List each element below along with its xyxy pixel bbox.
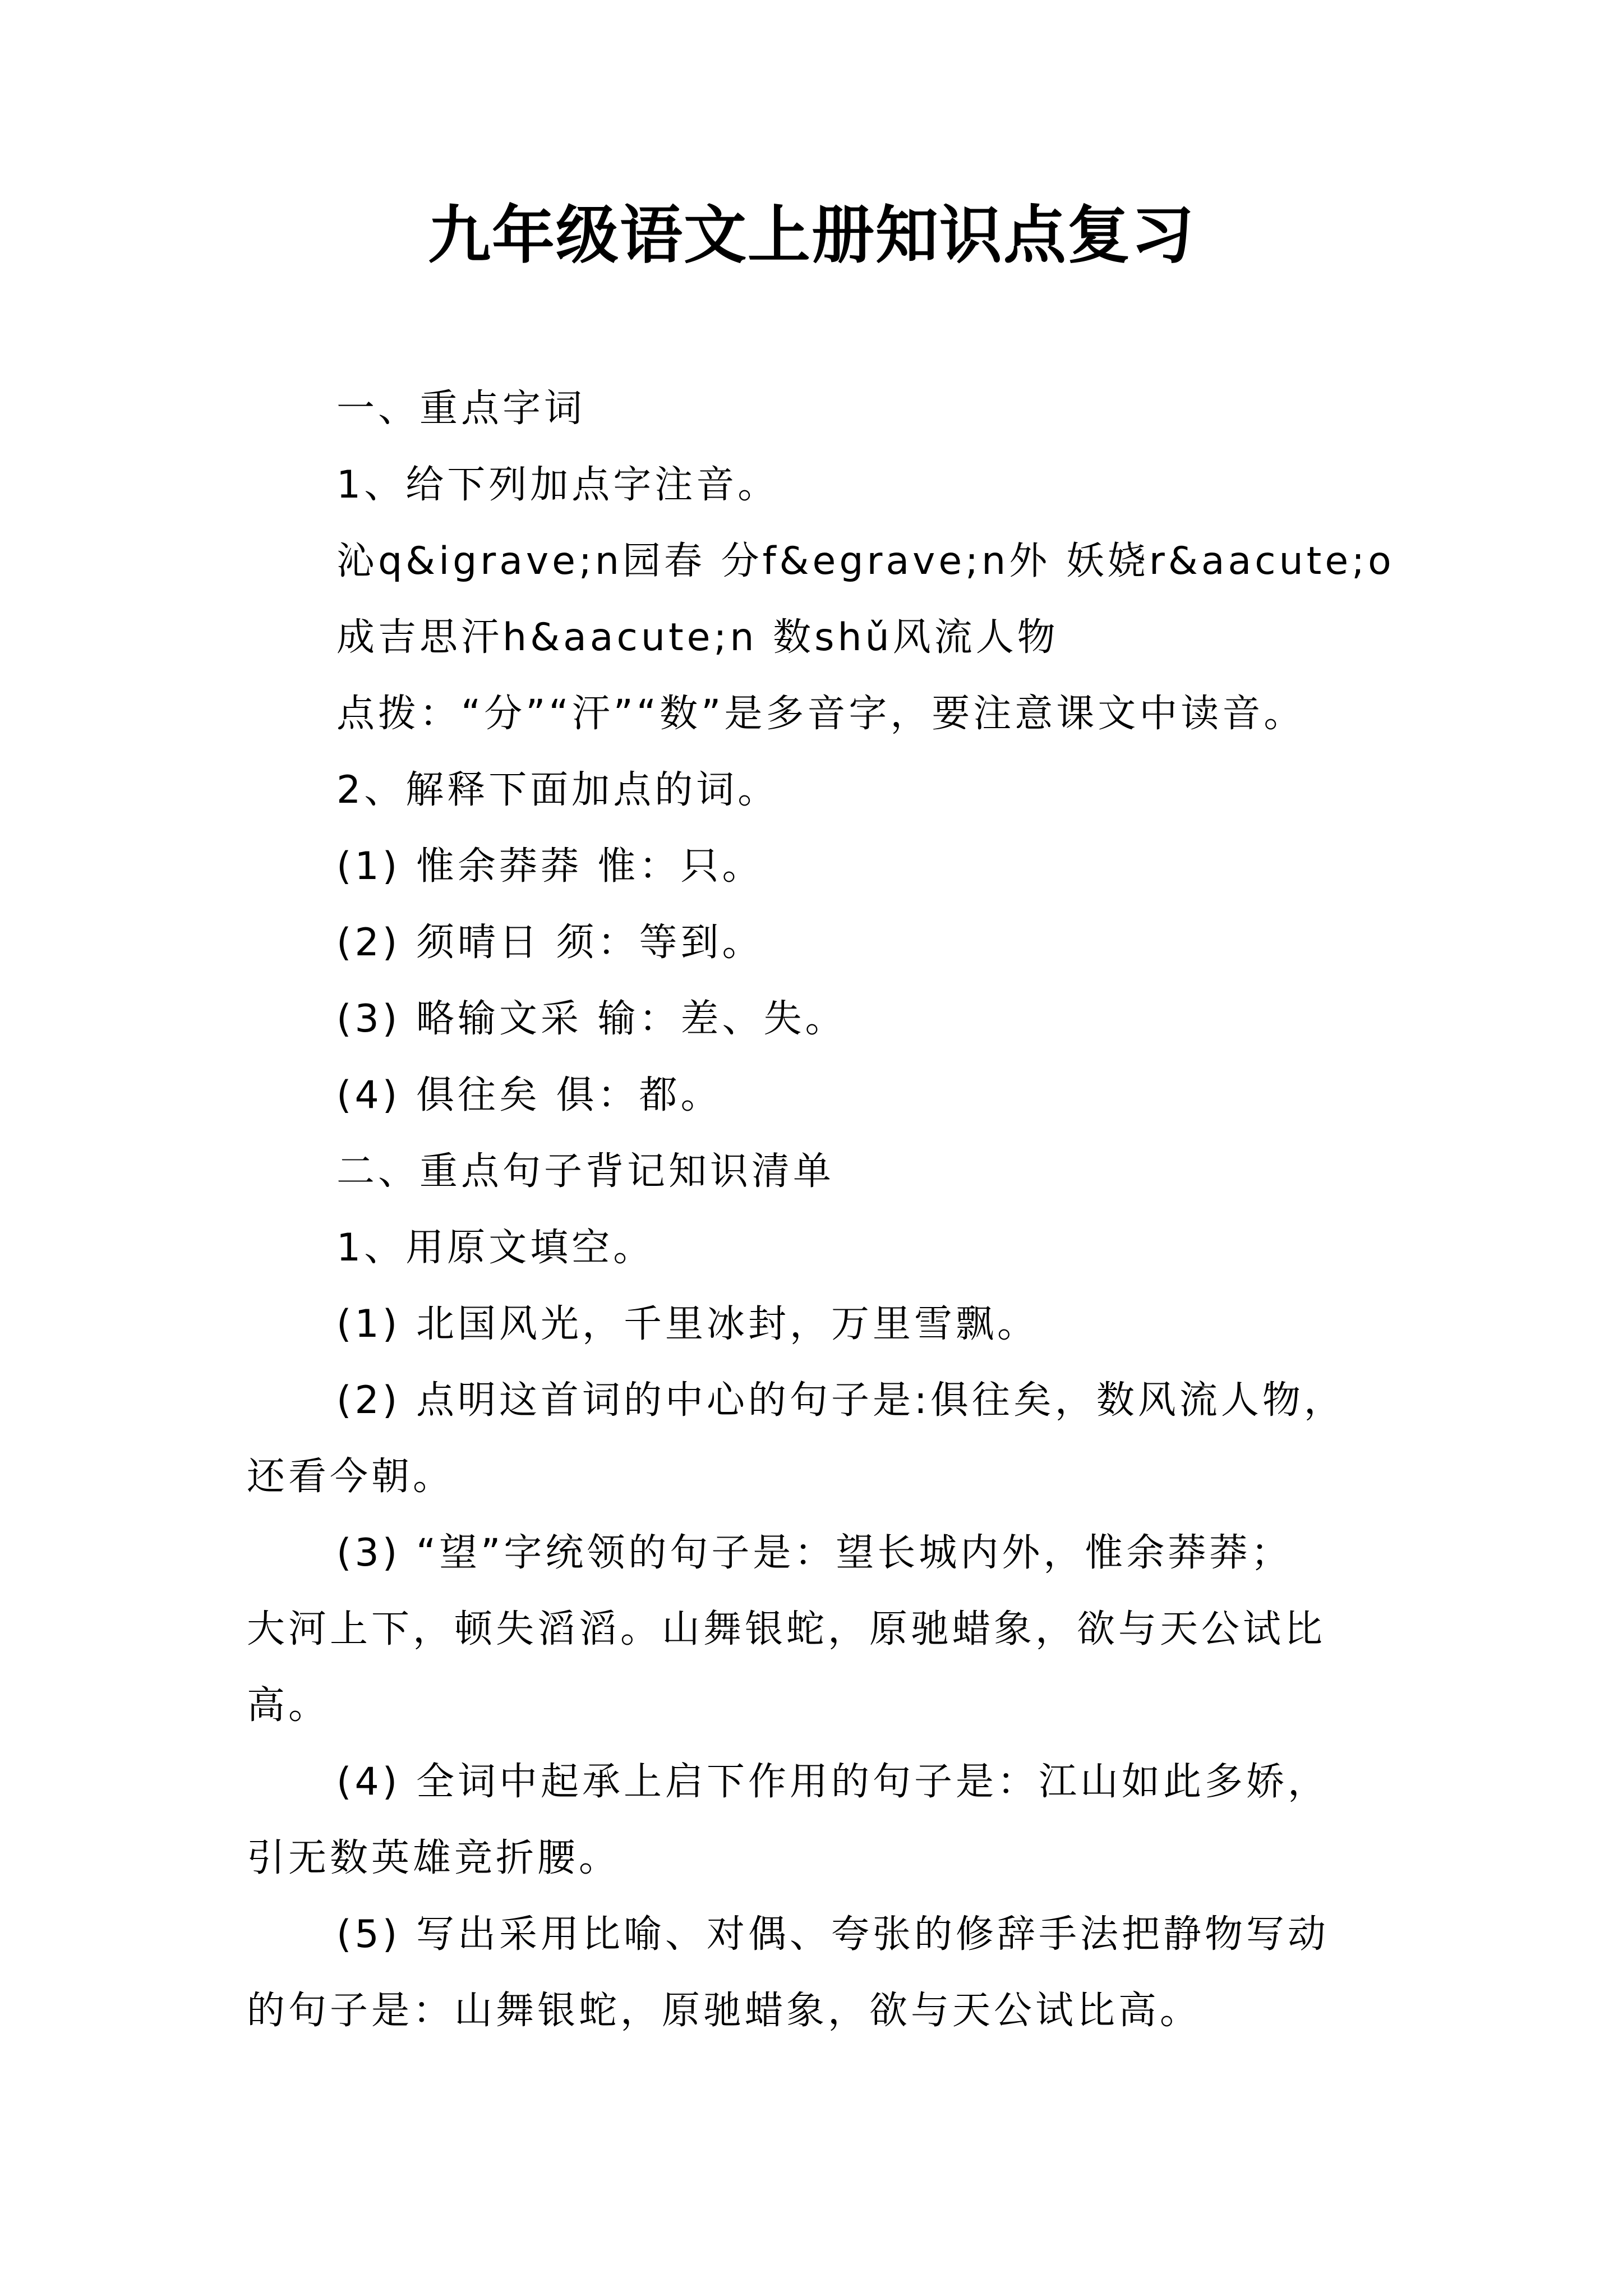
- question-heading-explain: 2、解释下面加点的词。: [336, 768, 780, 812]
- document-body: [247, 371, 1395, 2049]
- fill-item-4-line-2: 引无数英雄竞折腰。: [247, 1836, 621, 1880]
- pinyin-line-2: 成吉思汗h&aacute;n 数shǔ风流人物: [336, 615, 1059, 660]
- fill-item-4-line-1: (4) 全词中起承上启下作用的句子是：江山如此多娇，: [336, 1760, 1329, 1804]
- fill-item-1: (1) 北国风光，千里冰封，万里雪飘。: [336, 1302, 1039, 1346]
- pinyin-line-1: 沁q&igrave;n园春 分f&egrave;n外 妖娆r&aacute;o: [336, 539, 1395, 583]
- fill-item-3-line-2: 大河上下，顿失滔滔。山舞银蛇，原驰蜡象，欲与天公试比: [247, 1607, 1326, 1651]
- fill-item-3-line-1: (3) “望”字统领的句子是：望长城内外，惟余莽莽；: [336, 1531, 1293, 1575]
- fill-item-3-line-3: 高。: [247, 1683, 330, 1728]
- fill-item-2-line-2: 还看今朝。: [247, 1455, 455, 1499]
- fill-item-5-line-2: 的句子是：山舞银蛇，原驰蜡象，欲与天公试比高。: [247, 1989, 1202, 2033]
- question-heading-pinyin: 1、给下列加点字注音。: [336, 463, 780, 507]
- fill-item-5-line-1: (5) 写出采用比喻、对偶、夸张的修辞手法把静物写动: [336, 1912, 1329, 1957]
- section-heading-key-sentences: 二、重点句子背记知识清单: [336, 1149, 835, 1194]
- fill-item-2-line-1: (2) 点明这首词的中心的句子是:俱往矣，数风流人物，: [336, 1378, 1345, 1423]
- explain-item-3: (3) 略输文采 输：差、失。: [336, 997, 847, 1041]
- explain-item-2: (2) 须晴日 须：等到。: [336, 921, 764, 965]
- document-title: 九年级语文上册知识点复习: [428, 199, 1195, 272]
- section-heading-key-words: 一、重点字词: [336, 386, 586, 431]
- tip-paragraph: 点拨：“分”“汗”“数”是多音字，要注意课文中读音。: [336, 692, 1306, 736]
- question-heading-fill-blank: 1、用原文填空。: [336, 1226, 655, 1270]
- explain-item-4: (4) 俱往矣 俱：都。: [336, 1073, 722, 1117]
- explain-item-1: (1) 惟余莽莽 惟：只。: [336, 844, 764, 889]
